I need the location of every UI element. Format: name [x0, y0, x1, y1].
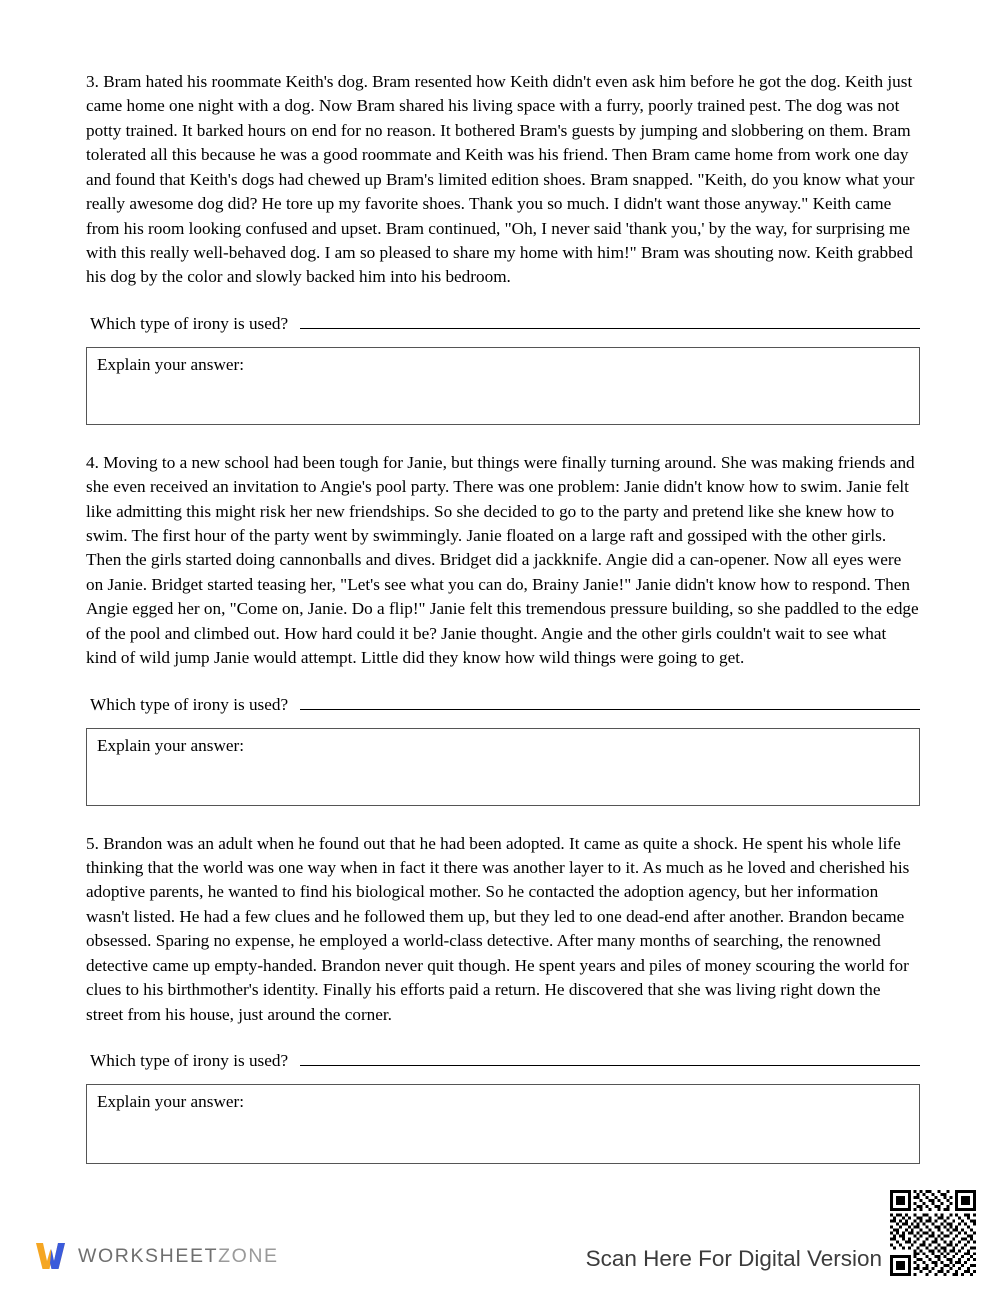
question-3	[86, 70, 920, 425]
question-4-text: 4. Moving to a new school had been tough for Janie, but things were finally turning around. She was making friends and she even received an invitation to Angie's pool party. There was one problem: Janie didn't know how to swim. Janie felt like admitting this might risk her new friendships. So she decided to go to the party and pretend like she knew how to swim. The first hour of the party went by swimmingly. Janie floated on a large raft and gossiped with the other girls. Then the girls started doing cannonballs and dives. Bridget did a jackknife. Angie did a can-opener. Now all eyes were on Janie. Bridget started teasing her, "Let's see what you can do, Brainy Janie!" Janie didn't know how to respond. Then Angie egged her on, "Come on, Janie. Do a flip!" Janie felt this tremendous pressure building, so she paddled to the edge of the pool and climbed out. How hard could it be? Janie thought. Angie and the other girls couldn't wait to see what kind of wild jump Janie would attempt. Little did they know how wild things were going to get.	[86, 452, 919, 668]
question-4	[86, 451, 920, 806]
question-3-explain-box[interactable]	[86, 347, 920, 425]
question-4-answer-line[interactable]	[300, 693, 920, 710]
question-4-explain-label: Explain your answer:	[97, 735, 245, 755]
scan-here-text: Scan Here For Digital Version	[585, 1246, 882, 1271]
question-4-explain-box[interactable]	[86, 728, 920, 806]
question-4-prompt-label: Which type of irony is used?	[90, 694, 289, 714]
spacer-after-question-3	[86, 425, 920, 451]
spacer-after-question-4	[86, 806, 920, 832]
question-5-prompt-row	[90, 1049, 920, 1071]
question-3-prompt-label: Which type of irony is used?	[90, 313, 289, 333]
question-3-prompt-row	[90, 312, 920, 334]
question-5-text: 5. Brandon was an adult when he found out that he had been adopted. It came as quite a shock. He spent his whole life thinking that the world was one way when in fact it there was another layer to it. As much as he loved and cherished his adoptive parents, he wanted to find his biological mother. So he contacted the adoption agency, but her information wasn't listed. He had a few clues and he followed them up, but they led to one dead-end after another. Brandon became obsessed. Sparing no expense, he employed a world-class detective. After many months of searching, the renowned detective came up empty-handed. Brandon never quit though. He spent years and piles of money scouring the world for clues to his birthmother's identity. Finally his efforts paid a return. He discovered that she was living right down the street from his house, just around the corner.	[86, 833, 910, 1024]
logo-text-primary: WORKSHEET	[78, 1244, 219, 1267]
logo-text	[78, 1245, 279, 1268]
page-footer	[0, 1184, 1000, 1294]
question-3-text: 3. Bram hated his roommate Keith's dog. Bram resented how Keith didn't even ask him before he got the dog. Keith just came home one night with a dog. Now Bram shared his living space with a furry, poorly trained pest. The dog was not potty trained. It barked hours on end for no reason. It bothered Bram's guests by jumping and slobbering on them. Bram tolerated all this because he was a good roommate and Keith was his friend. Then Bram came home from work one day and found that Keith's dogs had chewed up Bram's limited edition shoes. Bram snapped. "Keith, do you know what your really awesome dog did? He tore up my favorite shoes. Thank you so much. I didn't want those anyway." Keith came from his room looking confused and upset. Bram continued, "Oh, I never said 'thank you,' by the way, for surprising me with this really well-behaved dog. I am so pleased to share my home with him!" Bram was shouting now. Keith grabbed his dog by the color and slowly backed him into his bedroom.	[86, 72, 915, 287]
qr-code-icon[interactable]	[890, 1190, 976, 1276]
question-5-explain-label: Explain your answer:	[97, 1091, 245, 1111]
question-5-prompt-label: Which type of irony is used?	[90, 1050, 289, 1070]
question-5-explain-box[interactable]	[86, 1084, 920, 1164]
question-3-explain-label: Explain your answer:	[97, 354, 245, 374]
logo-w-icon	[34, 1240, 68, 1272]
question-4-prompt-row	[90, 693, 920, 715]
logo-text-secondary: ZONE	[218, 1244, 279, 1267]
question-5	[86, 832, 920, 1164]
worksheet-zone-logo[interactable]	[34, 1240, 279, 1272]
question-5-answer-line[interactable]	[300, 1049, 920, 1066]
question-3-answer-line[interactable]	[300, 312, 920, 329]
